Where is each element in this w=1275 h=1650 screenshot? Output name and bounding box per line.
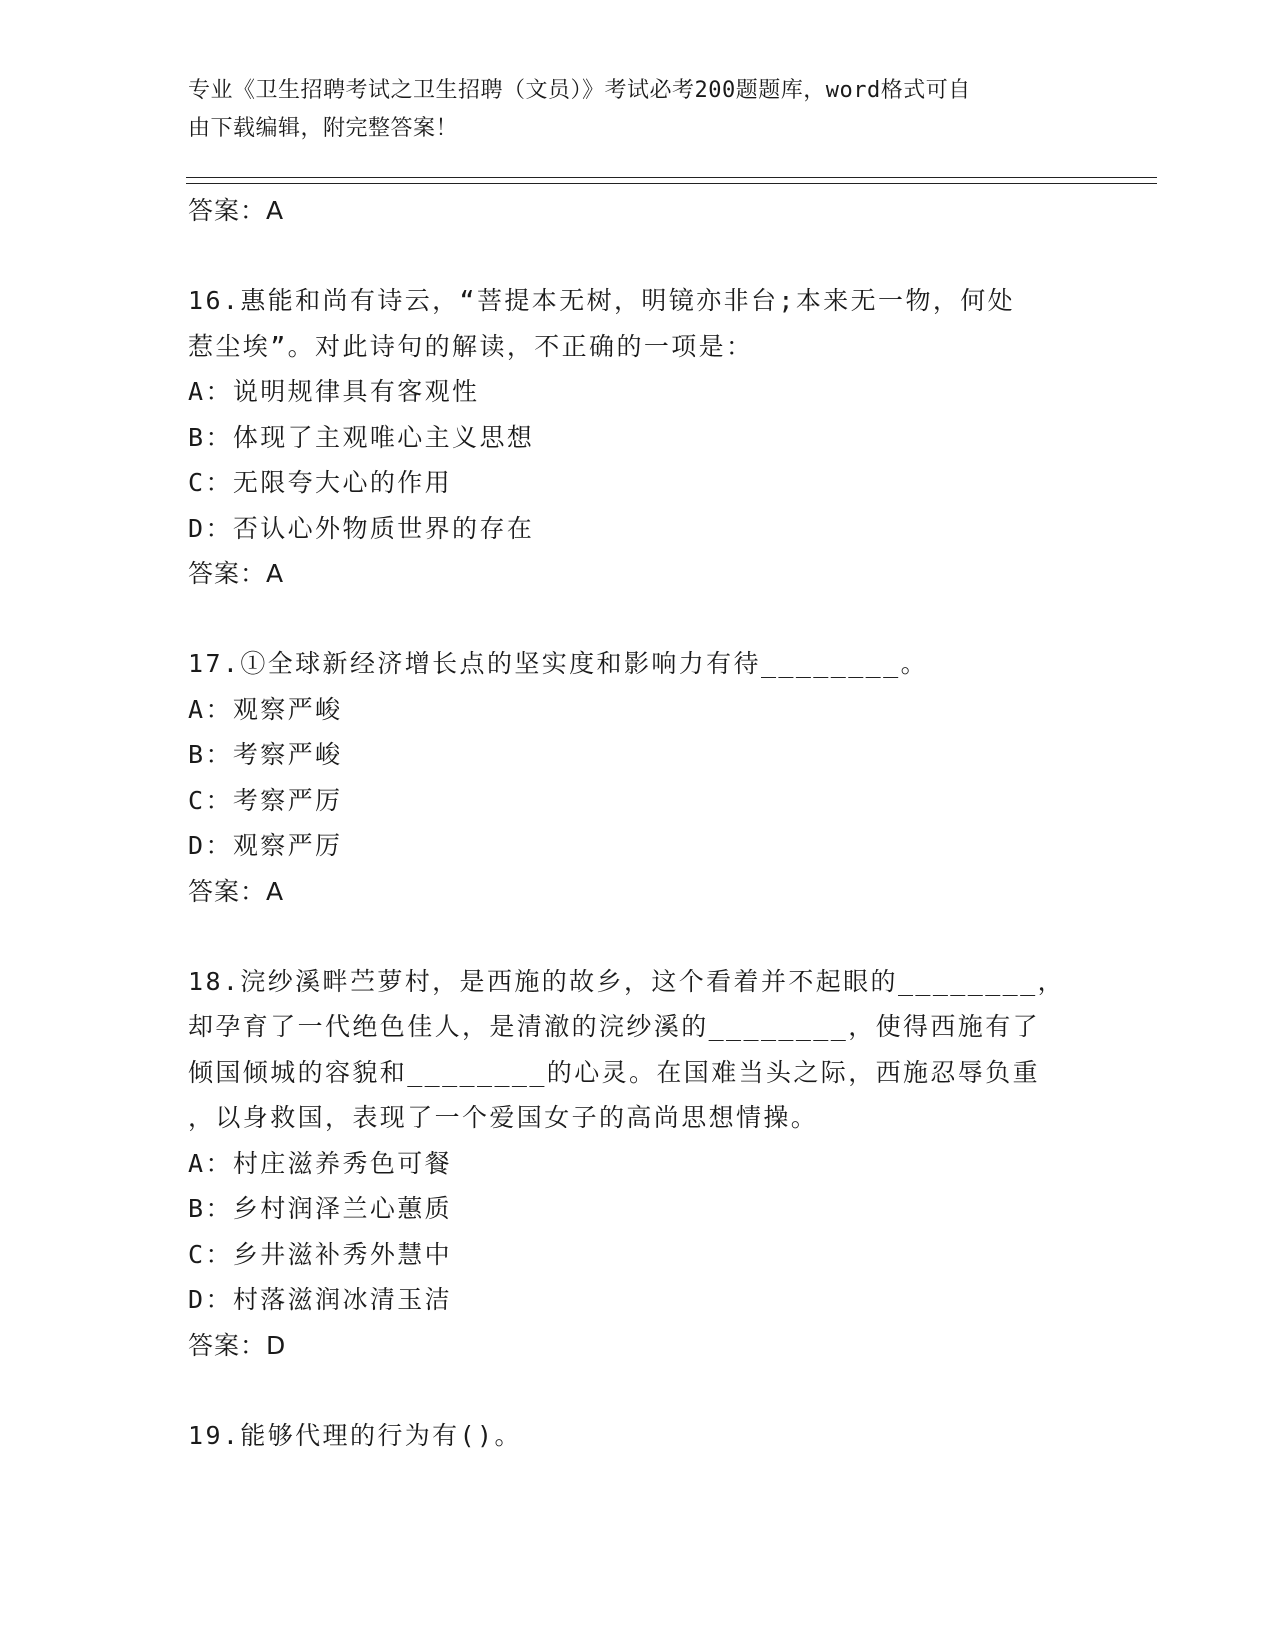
question-text-line: 倾国倾城的容貌和________的心灵。在国难当头之际，西施忍辱负重 xyxy=(188,1057,1041,1087)
header-line-2: 由下载编辑，附完整答案！ xyxy=(188,116,459,141)
option-a: A：说明规律具有客观性 xyxy=(188,377,480,406)
answer-line: 答案：D xyxy=(188,1330,287,1360)
answer-line: 答案：A xyxy=(188,559,285,588)
question-text-line: 却孕育了一代绝色佳人，是清澈的浣纱溪的________，使得西施有了 xyxy=(188,1012,1041,1041)
question-text-line: 16.惠能和尚有诗云，“菩提本无树，明镜亦非台;本来无一物，何处 xyxy=(188,286,1016,315)
question-19 xyxy=(188,1413,1088,1459)
document-header xyxy=(188,72,1088,148)
option-d: D：村落滋润冰清玉洁 xyxy=(188,1285,453,1314)
spacer xyxy=(188,915,1088,959)
option-b: B：考察严峻 xyxy=(188,740,343,769)
option-c: C：无限夸大心的作用 xyxy=(188,468,453,497)
document-body xyxy=(188,188,1088,1458)
option-a: A：观察严峻 xyxy=(188,694,343,724)
header-divider-bottom xyxy=(186,183,1157,184)
question-17 xyxy=(188,641,1088,915)
question-text-line: 19.能够代理的行为有()。 xyxy=(188,1420,522,1450)
option-c: C：考察严厉 xyxy=(188,785,343,815)
spacer xyxy=(188,597,1088,641)
spacer xyxy=(188,234,1088,278)
question-16 xyxy=(188,278,1088,597)
answer-line: 答案：A xyxy=(188,876,285,906)
question-text-line: 18.浣纱溪畔苎萝村，是西施的故乡，这个看着并不起眼的________， xyxy=(188,966,1065,996)
question-text-line: ，以身救国，表现了一个爱国女子的高尚思想情操。 xyxy=(188,1103,819,1132)
answer-line: 答案：A xyxy=(188,196,285,225)
spacer xyxy=(188,1369,1088,1413)
question-text-line: 17.①全球新经济增长点的坚实度和影响力有待________。 xyxy=(188,649,928,678)
question-18 xyxy=(188,959,1088,1369)
option-a: A：村庄滋养秀色可餐 xyxy=(188,1148,453,1178)
option-c: C：乡井滋补秀外慧中 xyxy=(188,1239,453,1269)
header-divider-top xyxy=(186,177,1157,178)
question-text-line: 惹尘埃”。对此诗句的解读，不正确的一项是： xyxy=(188,331,754,361)
option-d: D：否认心外物质世界的存在 xyxy=(188,513,535,543)
option-b: B：体现了主观唯心主义思想 xyxy=(188,422,535,452)
header-line-1: 专业《卫生招聘考试之卫生招聘（文员）》考试必考200题题库，word格式可自 xyxy=(188,78,971,103)
option-b: B：乡村润泽兰心蕙质 xyxy=(188,1194,453,1223)
option-d: D：观察严厉 xyxy=(188,831,343,860)
